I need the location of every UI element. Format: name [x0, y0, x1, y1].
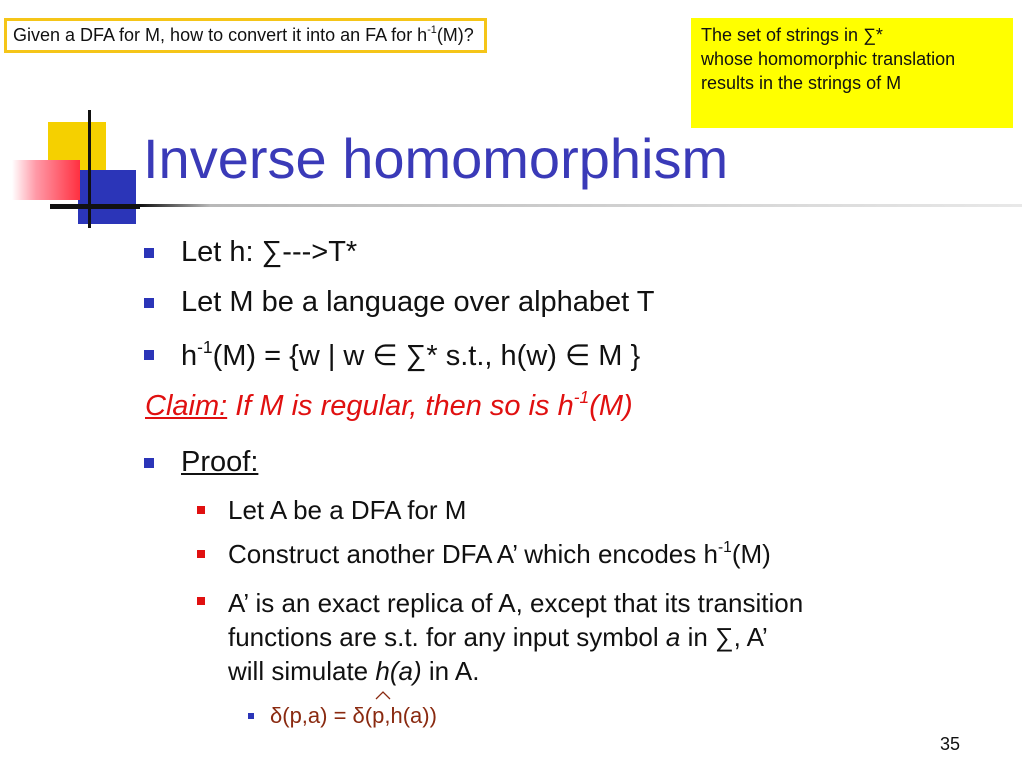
line3-a: will simulate — [228, 656, 376, 686]
sub-bullet-marker — [197, 506, 205, 514]
line3-b: h(a) — [375, 656, 422, 686]
bullet-text-tail: (M) = {w | w ∈ ∑* s.t., h(w) ∈ M } — [212, 340, 641, 372]
note-line-1: The set of strings in ∑* — [701, 25, 883, 45]
hat-accent-icon — [375, 690, 391, 700]
sub-sub-bullet-marker — [248, 713, 254, 719]
bullet-text: h — [181, 340, 198, 372]
claim-line — [145, 386, 633, 423]
bullet-marker — [144, 248, 154, 258]
logo-vertical-line — [88, 110, 91, 228]
sub-bullet-item — [228, 539, 771, 570]
title-underline — [50, 204, 1022, 207]
question-box — [4, 18, 487, 53]
sub-sub-bullet-item — [270, 703, 437, 729]
bullet-item — [181, 236, 357, 269]
sub-bullet-line-2 — [228, 620, 803, 654]
claim-tail: (M) — [589, 390, 633, 422]
proof-label: Proof: — [181, 446, 259, 478]
sub-bullet-line-1: A’ is an exact replica of A, except that its transition — [228, 588, 804, 618]
sub-bullet-line-3 — [228, 654, 803, 688]
line2-c: in ∑, A’ — [680, 622, 768, 652]
title-underline-accent — [50, 207, 140, 209]
bullet-marker — [144, 350, 154, 360]
question-tail: (M)? — [436, 25, 474, 45]
formula-text: δ(p,a) = δ(p,h(a)) — [270, 703, 437, 728]
line2-a: functions are s.t. for any input symbol — [228, 622, 666, 652]
note-box — [691, 18, 1013, 128]
bullet-item — [181, 446, 258, 479]
line2-b: a — [665, 622, 681, 652]
page-number: 35 — [940, 734, 961, 754]
question-sup: -1 — [427, 23, 437, 36]
bullet-text: Let h: ∑--->T* — [181, 236, 358, 268]
note-line-3: results in the strings of M — [701, 73, 902, 93]
sub-bullet-sup: -1 — [717, 538, 732, 556]
bullet-marker — [144, 298, 154, 308]
logo-red-gradient — [12, 160, 80, 200]
bullet-marker — [144, 458, 154, 468]
sub-bullet-tail: (M) — [731, 539, 771, 569]
bullet-text: Let M be a language over alphabet T — [181, 286, 655, 318]
question-text: Given a DFA for M, how to convert it into an FA for h — [13, 25, 428, 45]
sub-bullet-marker — [197, 550, 205, 558]
sub-bullet-item — [228, 495, 466, 526]
slide-title: Inverse homomorphism — [143, 127, 729, 190]
sub-bullet-marker — [197, 597, 205, 605]
bullet-item — [181, 338, 640, 373]
logo-blue-square — [78, 170, 136, 224]
sub-bullet-text: Let A be a DFA for M — [228, 495, 467, 525]
claim-sup: -1 — [573, 386, 590, 407]
bullet-sup: -1 — [197, 336, 213, 357]
bullet-item — [181, 286, 654, 319]
claim-text: If M is regular, then so is h — [227, 390, 574, 422]
claim-label: Claim: — [145, 390, 228, 422]
note-line-2: whose homomorphic translation — [701, 49, 956, 69]
line3-c: in A. — [421, 656, 480, 686]
sub-bullet-text: Construct another DFA A’ which encodes h — [228, 539, 718, 569]
sub-bullet-item — [228, 586, 803, 688]
